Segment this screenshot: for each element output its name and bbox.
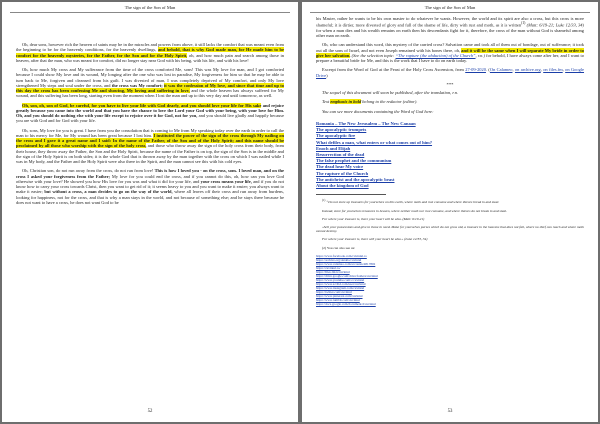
emphasis-note <box>316 99 584 104</box>
right-body <box>316 16 584 306</box>
text: ) <box>326 72 328 78</box>
footnote-link[interactable]: https://cuvintul.ro/ <box>316 265 341 270</box>
text: Oh, Christian son, do not run away from the cross, do not run from love! <box>22 168 155 174</box>
doc-link[interactable]: The antichrist and the apocalyptic beast <box>316 176 395 182</box>
footnote-link[interactable]: https://www.youtube.com/c/cuvintul <box>316 277 365 282</box>
doc-link[interactable]: About the kingdom of God <box>316 183 369 189</box>
footnote-links <box>316 254 584 306</box>
excerpt-paragraph <box>316 67 584 78</box>
text: and you should live gladly and happily because you are with God and for God with your life. <box>16 113 284 124</box>
footnote-link[interactable]: https://docs.google.com/document/d/cuvintul <box>316 301 376 306</box>
text: his Master, rather he wants to be his own master to do whatever he wants. However, the world and its spirit are also a cross, but this cross is more shameful; it is dirtier, more divested of glory and full of the shame of life, dirty with rust and moth, as it is written <box>316 16 584 28</box>
more-documents-note: You can see more documents containing the Word of God here: <box>322 108 434 114</box>
page-header: The sign of the Son of Man <box>124 5 176 10</box>
left-body <box>16 42 284 209</box>
page-number: 53 <box>447 409 453 414</box>
bold-text: but without a cross, a man decides to go on the way of the world, <box>44 189 173 195</box>
filesfm-link[interactable]: on files.fm <box>543 67 563 73</box>
right-page <box>302 2 598 422</box>
document-links-list <box>316 121 584 189</box>
footnote-link[interactable]: https://www.instagram.com/cuvintul <box>316 285 365 290</box>
text: , <box>540 67 544 73</box>
footnote-line: For where your treasure is, there will your heart be also.» (Luke 12/33, 34) <box>322 237 428 242</box>
text: Oh, how much My cross and My sufferance from the time of the cross comforted Me, sons! This was My love for man, and I got comforted because I could show My love and its wound, My longing after the one who was lost in paradise, My forgiveness for him so that he may be able to turn back to Me, forgiven and cleansed from his guilt. I was divested of man, I was completely deprived of My comfort, and only My love strengthened My steps and soul under the cross, and <box>16 67 284 88</box>
doc-link[interactable]: What defiles a man, what enters or what comes out of him? <box>316 139 433 145</box>
text: (See the selection topic: <box>351 52 396 58</box>
footnote-line: «Sell your possessions and give to those in need. Make for yourselves purses which do not grow old, a treasure in the heavens that does not fail, where no thief can reach and where moth cannot destroy. <box>316 224 584 234</box>
footnote <box>316 198 584 204</box>
text: . ( <box>485 67 490 73</box>
highlight: and behold, that is why God made man, for He made him to be comfort for the heavenly mysteries, for the Father, for the Son and for the Holy Spirit, <box>16 47 284 58</box>
text: , <box>562 67 566 73</box>
text: where all leaves off their cross and run away from burdens, looking for happiness, not for the cross, and that is why a man stays in the world, and not because of something else; and he stays there because he does not want to have a cross, he does not want God to be <box>16 189 284 205</box>
text: and those who throw away the sign of the holy cross from their body, from their house, they throw away the Father, the Son and the Holy Spirit, because the name of the Father is on top, the sign of the Son is in the middle and the sign of the Holy Spirit is on both sides; it is the whole God that is thrown away by the man together with the cross on which I was nailed while I was in My body, and the Father and the Holy Spirit were also there in the Spirit, and the man cannot see this with his cold eyes. <box>16 143 284 164</box>
text: for behold, I have always come after her, and I want to prepare a beautiful bride for Me, and this is the work that I have to do on earth today. <box>316 52 584 64</box>
highlight: Oh, son, oh, son of God, be careful, for you have to live your life with God dearly, and you should love your life for His sake <box>22 102 262 108</box>
footnote-link[interactable]: https://drive.google.com/drive/folders/cuvintul <box>316 273 378 278</box>
paragraph <box>16 128 284 165</box>
text: and the whole heaven has always suffered for My wound, and this suffering has been long, starting even from the moment when I lost the man and up to this very day and until tomorrow, as well. <box>16 88 284 99</box>
text: My love for you could end the cross, and if you cannot do this, oh, how can you love God otherwise with your love? He showed you how His love for you was and what it did for your life, and <box>16 173 284 184</box>
doc-link[interactable]: The apocalyptic fire <box>316 133 356 139</box>
bold-text: and rejoice greatly because you came into the world and that you have the chance to love the Lord your God with your being, with your love for Him. Oh, and you should do nothing else with your life except to rejoice over it for God, not for you, <box>16 102 284 118</box>
paragraph <box>316 16 584 38</box>
footnote-ref[interactable]: (1) <box>521 21 526 26</box>
text: for when a man dies and his wealth remains on earth then his descendants fight for it, therefore, the cross of the man without God is shameful among other man on earth. <box>316 27 584 39</box>
header-rule <box>10 12 290 13</box>
page-header: The sign of the Son of Man <box>424 5 476 10</box>
footnote-link[interactable]: https://www.pinterest.com/cuvintul <box>316 293 363 298</box>
footnote-link[interactable]: https://www.tumblr.com/cuvintul <box>316 297 360 302</box>
footnote-link[interactable]: https://twitter.com/cuvintul <box>316 289 352 294</box>
bold-text: This is how I loved you - on the cross, sons. I loved man, and on the cross I asked your forgiveness from the Father; <box>16 168 284 179</box>
separator-stars: *** <box>446 81 454 87</box>
doc-link[interactable]: The apocalyptic trumpets <box>316 127 367 133</box>
doc-link[interactable]: Romania – The New Jerusalem – The New Canaan <box>316 120 416 126</box>
text: and if you do not know how to carry your cross towards Christ, then you want to get rid of it; it seems heavy to you and you want to make it easier; you always want to make it easier; <box>16 178 284 195</box>
paragraph <box>16 168 284 205</box>
highlight: and it will be the same when I will separate My bride in order to give her salvation. <box>316 47 585 58</box>
text: “Do not store up treasures for yourselves on this earth, where moth and rust consume and where thieves break in and steal. <box>326 200 500 205</box>
paragraph <box>316 42 584 63</box>
paragraph <box>16 42 284 63</box>
doc-link[interactable]: Enoch and Elijah <box>316 145 351 151</box>
header-rule <box>310 12 590 13</box>
text: oh, and how much pain and search among those in heaven, after that the man, who was meant for comfort, did no longer stay near God with his being, with his life, and with his love! <box>16 52 284 63</box>
text: Oh, who can understand this word, this mystery of the carried cross? Salvation came and took all of them out of bondage, out of sufferance; it took out all the sons of Israel, and not even Joseph remained with his bones there, oh, <box>316 42 584 53</box>
citation: (Matt: 6/19-21; Luke 12/33, 34) <box>526 22 584 28</box>
footnote-link[interactable]: https://www.facebook.com/cuvintul.ro <box>316 253 367 258</box>
doc-link[interactable]: Resurrection of the dead <box>316 152 365 157</box>
doc-link[interactable]: The dead hear My voice <box>316 164 364 170</box>
google-drive-link[interactable]: on Google Drive <box>316 67 585 78</box>
highlight: emphasis in bold <box>330 99 362 105</box>
doc-link[interactable]: The false prophet and the communism <box>316 158 392 164</box>
text: , r.n.) <box>475 52 485 58</box>
footnote-link[interactable]: https://files.fm/u/cuvintul <box>316 269 350 274</box>
bold-text: your cross means your life, <box>200 178 252 184</box>
highlight: I instituted the power of the sign of the cross through My nailing on the cross and I gave it a great name and I said: In the name of the Father, of the Son and of the Holy Spirit; and this name should be proclaimed by all those who worship with the sign of the holy cross, <box>16 132 284 149</box>
topic-link[interactable]: “The rapture (the abduction) of the Church” <box>395 52 476 58</box>
footnote-rule <box>316 194 386 195</box>
text: Text <box>322 99 331 105</box>
footnote-line: (2) You can also see us: <box>322 245 356 250</box>
date-link[interactable]: 27-09-2020 <box>465 67 486 73</box>
doc-link[interactable]: The rapture of the Church <box>316 170 369 176</box>
calameo-link[interactable]: On Calameo <box>489 67 513 73</box>
text: , <box>512 67 515 73</box>
archive-link[interactable]: on archive.org <box>514 67 541 73</box>
footnote-link[interactable]: https://www.calameo.com/accounts/4817802 <box>316 261 376 266</box>
text: Excerpt from the Word of God at the Feast of the Holy Cross Ascension, from <box>322 67 466 73</box>
page-number: 52 <box>147 409 153 414</box>
footnote-link[interactable]: https://www.scribd.com/user/cuvintul <box>316 281 366 286</box>
bold-text: the cross was My comfort; <box>111 82 165 88</box>
text: Oh, dear sons, however rich the heaven of saints may be in the miracles and powers from above, it still lacks the comfort that was meant even from the beginning to be for the heavenly conditions, for the heavenly dwellings, <box>16 42 284 53</box>
footnote-link[interactable]: https://archive.org/details/cuvintul <box>316 257 362 262</box>
footnote-line: For where your treasure is, there your heart will be also. (Matt: 6/19-21) <box>322 216 425 221</box>
footnote-line: Instead, store for yourselves treasures in heaven, where neither moth nor rust consume, and where thieves do not break in and steal. <box>322 208 507 213</box>
paragraph <box>16 67 284 99</box>
sequel-note: The sequel of this document will soon be published, after the translation, r.n. <box>322 90 459 96</box>
text: Oh, sons, My love for you is great. I have from you the consolation that is coming to Me from My speaking today over the earth in order to call the man to his mercy for Me, for My wound has been great because I lost him. <box>16 127 284 138</box>
text: belong to the redactor (editor). <box>361 99 418 105</box>
left-page <box>2 2 298 422</box>
paragraph <box>16 103 284 124</box>
highlight: it was the confession of My love, and since that time and up to this day the cross has been confessing Me and showing, My loving and suffering in love, <box>16 82 285 93</box>
footnote-mark: (1) <box>322 198 326 203</box>
